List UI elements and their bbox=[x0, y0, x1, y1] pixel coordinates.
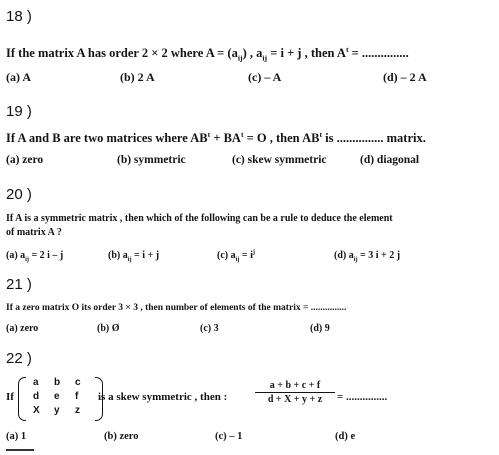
matrix-cell: d bbox=[33, 391, 40, 402]
matrix-cell: X bbox=[33, 405, 40, 416]
question-19-option-a[interactable]: (a) zero bbox=[6, 154, 44, 166]
question-20-option-c[interactable]: (c) $a_{ij} = i^j$ bbox=[217, 248, 255, 263]
matrix-cell: e bbox=[54, 391, 60, 402]
question-20-stem-line-2: of matrix A ? bbox=[6, 227, 62, 238]
question-18-option-b[interactable]: (b) 2 A bbox=[120, 70, 155, 84]
question-19-option-c[interactable]: (c) skew symmetric bbox=[232, 154, 327, 166]
question-22-option-a[interactable]: (a) 1 bbox=[6, 431, 27, 442]
question-21-number: 21 ) bbox=[6, 276, 32, 293]
question-20-option-b[interactable]: (b) $a_{ij} = i + j$ bbox=[108, 250, 160, 263]
next-question-cutoff bbox=[6, 449, 34, 455]
fraction-numerator: a + b + c + f bbox=[255, 380, 335, 393]
matrix-left-bracket bbox=[18, 377, 26, 421]
question-21-option-d[interactable]: (d) 9 bbox=[310, 323, 330, 334]
question-18-option-d[interactable]: (d) – 2 A bbox=[383, 70, 427, 84]
matrix-cell: z bbox=[75, 405, 80, 416]
question-20-number: 20 ) bbox=[6, 186, 32, 203]
question-21-option-b[interactable]: (b) Ø bbox=[97, 323, 120, 334]
question-22-number: 22 ) bbox=[6, 350, 32, 367]
question-21-option-a[interactable]: (a) zero bbox=[6, 323, 39, 334]
question-18-stem: If the matrix A has order 2 × 2 where $A = (a_{ij})$ , $a_{ij} = i + j$ , then $A^t$ = ............... bbox=[6, 44, 409, 63]
question-21-option-c[interactable]: (c) 3 bbox=[200, 323, 219, 334]
matrix-cell: c bbox=[75, 377, 81, 388]
question-19-option-b[interactable]: (b) symmetric bbox=[117, 154, 186, 166]
question-18-option-a[interactable]: (a) A bbox=[6, 70, 31, 84]
question-20-stem-line-1: If A is a symmetric matrix , then which of the following can be a rule to deduce the element bbox=[6, 213, 393, 224]
matrix-cell: f bbox=[75, 391, 79, 402]
question-22-stem-end: = ............... bbox=[337, 391, 388, 403]
matrix-cell: b bbox=[54, 377, 61, 388]
question-21-stem: If a zero matrix O its order 3 × 3 , then number of elements of the matrix = ............... bbox=[6, 303, 347, 313]
question-18-number: 18 ) bbox=[6, 8, 32, 25]
question-22-option-d[interactable]: (d) e bbox=[335, 431, 356, 442]
question-19-stem: If A and B are two matrices where $AB^t + BA^t = O$ , then $AB^t$ is ............... matrix. bbox=[6, 129, 426, 145]
matrix-cell: y bbox=[54, 405, 60, 416]
question-22-matrix bbox=[9, 377, 89, 421]
question-22-fraction bbox=[255, 380, 335, 405]
question-20-option-d[interactable]: (d) $a_{ij} = 3$ i + 2 j bbox=[334, 250, 401, 263]
matrix-cell: a bbox=[33, 377, 39, 388]
question-18-option-c[interactable]: (c) – A bbox=[248, 70, 282, 84]
fraction-denominator: d + X + y + z bbox=[267, 394, 323, 405]
question-20-option-a[interactable]: (a) $a_{ij} = 2$ i – j bbox=[6, 250, 64, 263]
question-22-option-c[interactable]: (c) – 1 bbox=[215, 431, 243, 442]
question-19-number: 19 ) bbox=[6, 103, 32, 120]
question-19-option-d[interactable]: (d) diagonal bbox=[360, 154, 420, 166]
question-22-option-b[interactable]: (b) zero bbox=[104, 431, 139, 442]
question-22-if-label: If bbox=[6, 391, 14, 403]
question-22-stem-middle: is a skew symmetric , then : bbox=[98, 391, 228, 403]
